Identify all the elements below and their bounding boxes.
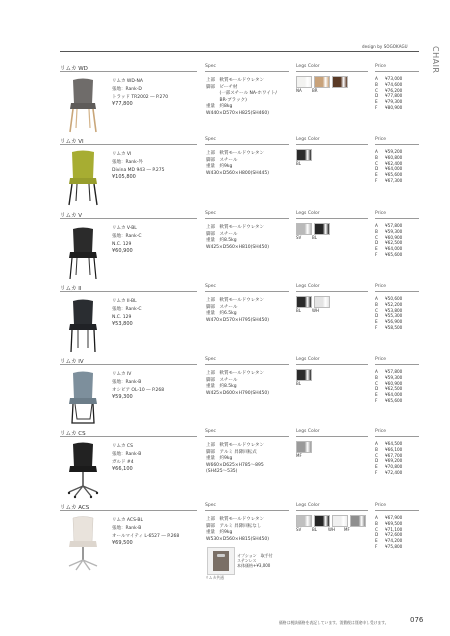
grade-letter: F [375,324,378,330]
column-rule [375,144,419,145]
chair-photo [63,515,103,573]
info-line: リムカ WD-NA [112,79,143,84]
grade-letter: F [375,251,378,257]
grade-letter: A [375,223,378,228]
option-caption: リムカ共通 [205,575,224,580]
column-rule [296,436,368,437]
grade-price: ¥74,200 [385,538,403,544]
swatch-label: NA [296,88,302,93]
chair-photo [63,296,103,354]
grade-letter: D [375,386,379,392]
swatch-labels [296,161,312,166]
product-section [60,284,419,356]
spec-header: Spec [205,211,216,216]
info-line: リムカ V-BL [112,226,137,231]
column-rule [60,144,197,145]
swatch-label: BL [312,235,317,240]
spec-header: Spec [205,429,216,434]
grade-price: ¥67,300 [385,177,403,183]
grade-letter: F [375,543,378,549]
product-price: ¥105,800 [112,174,136,181]
grade-letter: D [375,313,379,319]
grade-price: ¥69,200 [385,458,403,464]
category-tab [431,46,443,86]
grade-letter: F [375,397,378,403]
grade-price: ¥77,800 [385,93,403,99]
grade-letter: F [375,177,378,183]
grade-price: ¥74,600 [385,81,403,87]
header-rule [60,51,419,52]
legs-color-swatches [296,515,368,527]
grade-price: ¥60,900 [385,380,403,386]
price-grade-row [375,105,402,111]
grade-price: ¥64,500 [385,441,403,446]
column-rule [296,510,368,511]
legs-color-header: Legs Color [296,284,320,289]
option-panel [205,547,289,579]
grade-price: ¥65,600 [385,397,403,403]
grade-letter: D [375,458,379,464]
category-label: CHAIR [431,46,440,74]
price-grades [375,76,402,111]
column-rule [296,71,368,72]
price-grades [375,223,402,258]
chair-photo [63,223,103,281]
info-line: 張地：Rank-外 [112,159,143,165]
grade-price: ¥72,600 [385,532,403,538]
swatch-label: WH [312,308,319,313]
chair-photo [63,369,103,427]
column-rule [296,364,368,365]
info-line: N.C. 129 [112,314,132,320]
grade-letter: A [375,441,378,446]
grade-price: ¥79,300 [385,99,403,105]
column-rule [60,218,197,219]
legs-color-swatches [296,296,332,308]
color-swatch [314,515,330,527]
grade-letter: E [375,99,378,105]
grade-price: ¥56,900 [385,319,403,325]
price-grade-row [375,470,402,476]
option-text [237,553,273,569]
page-number: 076 [410,616,424,624]
swatch-label: WH [328,527,335,532]
color-swatch [332,76,348,88]
grade-price: ¥64,000 [385,392,403,398]
grade-price: ¥62,400 [385,160,403,166]
grade-letter: A [375,296,378,301]
color-swatch [296,149,312,161]
grade-price: ¥80,900 [385,104,403,110]
column-rule [375,291,419,292]
price-header: Price [375,211,386,216]
product-price: ¥60,900 [112,248,133,255]
product-section [60,429,419,501]
grade-letter: E [375,319,378,325]
swatch-label: SV [296,235,302,240]
spec-header: Spec [205,284,216,289]
swatch-label: SV [296,527,302,532]
product-info [112,225,142,256]
color-swatch [350,515,366,527]
legs-color-header: Legs Color [296,211,320,216]
info-line: N.C. 129 [112,241,132,247]
grade-price: ¥57,800 [385,369,403,374]
product-price: ¥59,300 [112,394,133,401]
color-swatch [314,296,330,308]
column-rule [205,364,289,365]
legs-color-header: Legs Color [296,64,320,69]
grade-price: ¥60,900 [385,234,403,240]
color-swatch [296,223,312,235]
product-name: リムカ V [60,213,83,219]
grade-letter: B [375,374,378,380]
grade-letter: A [375,76,378,81]
grade-letter: C [375,307,378,313]
swatch-labels [296,308,328,313]
swatch-label: BL [296,308,301,313]
info-line: ガルド #4 [112,459,134,465]
chair-photo [63,441,103,499]
grade-price: ¥55,300 [385,313,403,319]
spec-text: 上部 軟質モールドウレタン 脚部 アルミ 昇降回転なし 重量 約9kg W530×D560×H815(SH450) [206,517,269,542]
spec-header: Spec [205,64,216,69]
column-rule [296,144,368,145]
grade-price: ¥50,600 [385,296,403,301]
grade-price: ¥67,900 [385,515,403,520]
spec-text: 上部 軟質モールドウレタン 脚部 スチール 重量 約8.5kg W425×D560×H810(SH450) [206,225,269,250]
product-name: リムカ CS [60,431,86,437]
info-line: リムカ ACS-BL [112,518,143,523]
column-rule [296,291,368,292]
grade-price: ¥67,700 [385,452,403,458]
price-grade-row [375,544,402,550]
column-rule [375,510,419,511]
product-name: リムカ ACS [60,505,90,511]
column-rule [205,436,289,437]
info-line: リムカ IV [112,372,132,377]
info-line: Divina MD 943 ― P.275 [112,167,165,173]
legs-color-swatches [296,223,332,235]
spec-header: Spec [205,503,216,508]
grade-letter: F [375,469,378,475]
column-rule [205,510,289,511]
grade-price: ¥53,800 [385,307,403,313]
product-price: ¥53,800 [112,321,133,328]
column-rule [375,71,419,72]
spec-header: Spec [205,357,216,362]
grade-letter: E [375,392,378,398]
grade-price: ¥62,500 [385,240,403,246]
price-header: Price [375,503,386,508]
info-line: リムカ VI [112,152,132,157]
product-price: ¥77,800 [112,101,133,108]
product-name: リムカ II [60,286,82,292]
grade-letter: A [375,149,378,154]
column-rule [375,364,419,365]
column-rule [60,291,197,292]
info-line: 張地：Rank-C [112,306,142,312]
info-line: 張地：Rank-B [112,379,142,385]
spec-header: Spec [205,137,216,142]
spec-text: 上部 軟質モールドウレタン 脚部 アルミ 昇降回転式 重量 約9kg W660×D625×H785～895 (SH425～535) [206,443,265,474]
swatch-labels [296,453,312,458]
spec-text: 上部 軟質モールドウレタン 脚部 ビーチ材 (一部スチール NA-ホワイト/ BR-ブラック) 重量 約8kg W440×D570×H825(SH460) [206,78,277,116]
grade-price: ¥66,100 [385,446,403,452]
grade-letter: C [375,234,378,240]
price-grades [375,149,402,184]
price-grades [375,515,402,550]
product-name: リムカ WD [60,66,88,72]
color-swatch [296,369,312,381]
price-grades [375,441,402,476]
grade-letter: A [375,369,378,374]
grade-letter: F [375,104,378,110]
info-line: 張地：Rank-B [112,525,142,531]
color-swatch [332,515,348,527]
grade-price: ¥64,000 [385,246,403,252]
grade-price: ¥59,300 [385,228,403,234]
grade-price: ¥64,000 [385,166,403,172]
swatch-label: BR [312,88,318,93]
spec-text: 上部 軟質モールドウレタン 脚部 スチール 重量 約8.5kg W425×D600×H790(SH450) [206,371,269,396]
info-line: リムカ II-BL [112,299,137,304]
swatch-label: MF [344,527,350,532]
grade-price: ¥62,500 [385,386,403,392]
price-grade-row [375,398,402,404]
column-rule [375,436,419,437]
info-line: 張地：Rank-B [112,451,142,457]
grade-letter: C [375,526,378,532]
color-swatch [314,223,330,235]
price-header: Price [375,64,386,69]
grade-letter: C [375,87,378,93]
price-header: Price [375,137,386,142]
column-rule [205,291,289,292]
column-rule [375,218,419,219]
price-header: Price [375,284,386,289]
color-swatch [296,441,312,453]
info-line: リムカ CS [112,444,133,449]
swatch-label: BL [312,527,317,532]
option-line: オプション 取手付 [237,553,273,558]
legs-color-swatches [296,149,314,161]
column-rule [296,218,368,219]
grade-price: ¥69,500 [385,520,403,526]
column-rule [60,436,197,437]
column-rule [60,71,197,72]
design-by-label: design by SOGOKAGU [362,44,408,49]
grade-letter: A [375,515,378,520]
spec-text: 上部 軟質モールドウレタン 脚部 スチール 重量 約6.5kg W470×D570×H795(SH450) [206,298,269,323]
grade-letter: B [375,81,378,87]
chair-photo [63,149,103,207]
info-line: オールマイティ L-6527 ― P.268 [112,533,180,539]
product-name: リムカ VI [60,139,84,145]
grade-letter: E [375,246,378,252]
grade-price: ¥75,800 [385,543,403,549]
grade-price: ¥76,200 [385,87,403,93]
product-section [60,357,419,429]
grade-letter: D [375,240,379,246]
product-name: リムカ IV [60,359,84,365]
grade-price: ¥65,600 [385,251,403,257]
column-rule [60,364,197,365]
product-price: ¥66,100 [112,466,133,473]
grade-price: ¥59,300 [385,374,403,380]
info-line: 張地：Rank-D [112,86,142,92]
grade-price: ¥71,100 [385,526,403,532]
column-rule [60,510,197,511]
color-swatch [296,515,312,527]
product-info [112,371,164,402]
price-grade-row [375,178,402,184]
grade-price: ¥60,800 [385,154,403,160]
product-info [112,78,168,109]
swatch-labels [296,235,328,240]
price-header: Price [375,429,386,434]
product-section [60,64,419,136]
swatch-label: BL [296,161,301,166]
grade-letter: E [375,538,378,544]
legs-color-header: Legs Color [296,137,320,142]
column-rule [205,144,289,145]
grade-price: ¥52,200 [385,301,403,307]
info-line: トラッド TR2002 ― P.270 [112,94,169,100]
legs-color-header: Legs Color [296,357,320,362]
product-price: ¥69,500 [112,540,133,547]
grade-letter: D [375,532,379,538]
price-header: Price [375,357,386,362]
product-info [112,443,141,474]
swatch-label: BL [296,381,301,386]
chair-photo [63,76,103,134]
swatch-label: MF [296,453,302,458]
product-info [112,298,142,329]
grade-letter: B [375,228,378,234]
swatch-labels [296,381,312,386]
handle-option-photo [207,547,235,575]
grade-letter: B [375,154,378,160]
legs-color-swatches [296,441,314,453]
color-swatch [314,76,330,88]
legs-color-swatches [296,76,350,88]
info-line: オシビア OL-10 ― P.268 [112,387,165,393]
product-section [60,503,419,580]
info-line: 張地：Rank-C [112,233,142,239]
grade-letter: E [375,172,378,178]
product-info [112,517,179,548]
price-grade-row [375,325,402,331]
grade-letter: C [375,380,378,386]
color-swatch [296,296,312,308]
legs-color-header: Legs Color [296,503,320,508]
column-rule [205,218,289,219]
legs-color-header: Legs Color [296,429,320,434]
grade-price: ¥57,800 [385,223,403,228]
price-grades [375,369,402,404]
grade-letter: D [375,166,379,172]
swatch-labels [296,88,328,93]
swatch-labels [296,527,360,532]
product-info [112,151,164,182]
grade-price: ¥65,600 [385,172,403,178]
grade-price: ¥73,000 [385,76,403,81]
grade-letter: D [375,93,379,99]
option-line: ステンレス [237,558,257,564]
color-swatch [296,76,312,88]
price-grade-row [375,252,402,258]
grade-letter: C [375,160,378,166]
grade-letter: B [375,520,378,526]
product-section [60,211,419,283]
grade-letter: B [375,446,378,452]
spec-text: 上部 軟質モールドウレタン 脚部 スチール 重量 約9kg W430×D560×H800(SH445) [206,151,269,176]
grade-letter: B [375,301,378,307]
grade-letter: E [375,464,378,470]
tax-note: 価格は税抜価格を表記しています。消費税は別途申し受けます。 [279,620,389,625]
grade-price: ¥70,800 [385,464,403,470]
grade-price: ¥59,200 [385,149,403,154]
grade-price: ¥58,500 [385,324,403,330]
grade-letter: C [375,452,378,458]
option-line: 本体価格+¥3,000 [237,563,271,569]
grade-price: ¥72,400 [385,469,403,475]
price-grades [375,296,402,331]
column-rule [205,71,289,72]
product-section [60,137,419,209]
legs-color-swatches [296,369,314,381]
